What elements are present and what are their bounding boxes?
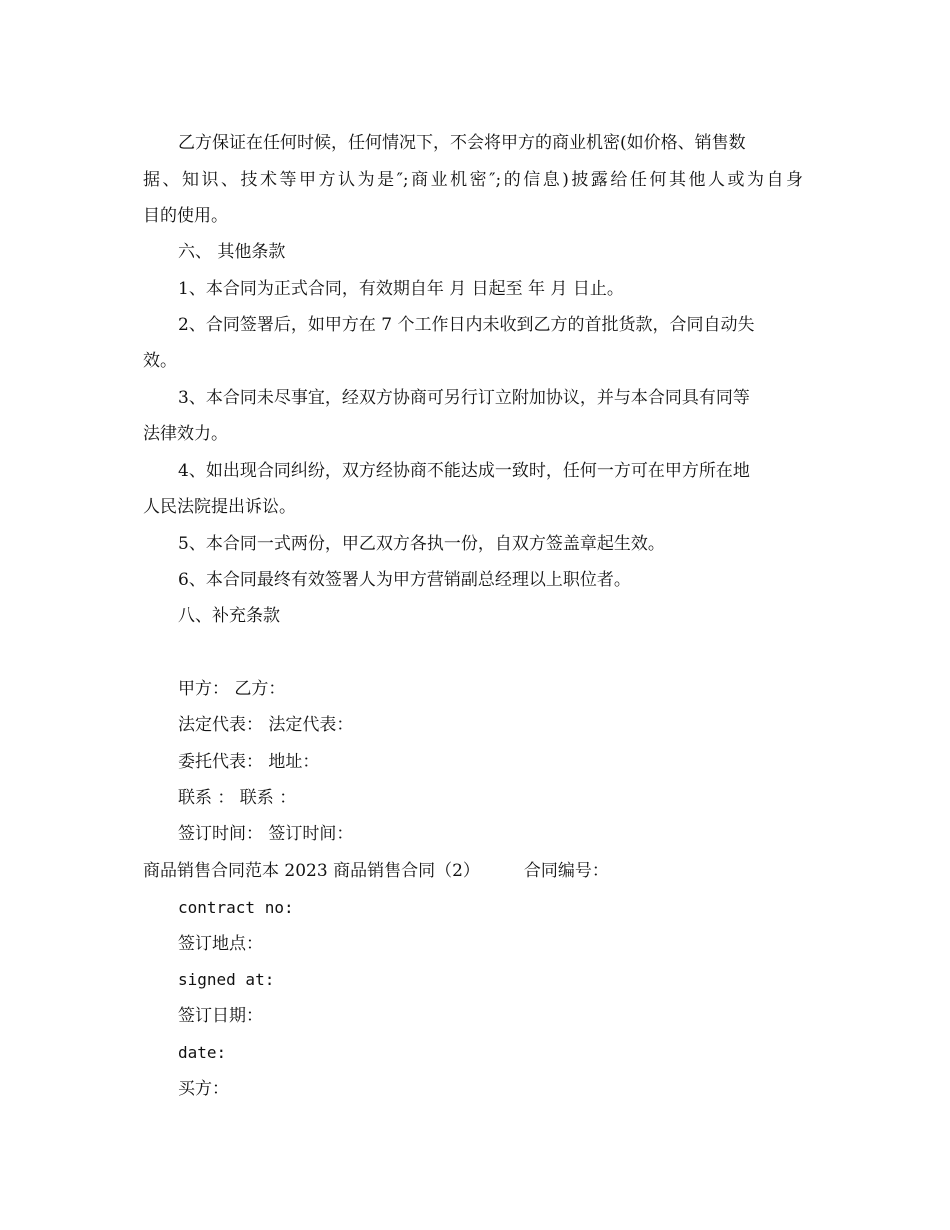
clause-3-continuation: 法律效力。 [143, 424, 228, 444]
clause-5: 5、本合同一式两份，甲乙双方各执一份，自双方签盖章起生效。 [178, 534, 665, 554]
body-paragraph-line: 乙方保证在任何时候，任何情况下，不会将甲方的商业机密(如价格、销售数 [178, 133, 746, 153]
body-paragraph-line: 据、知识、技术等甲方认为是″;商业机密″;的信息)披露给任何其他人或为自身 [143, 170, 803, 190]
buyer-label: 买方： [178, 1079, 229, 1099]
clause-3: 3、本合同未尽事宜，经双方协商可另行订立附加协议，并与本合同具有同等 [178, 388, 750, 408]
body-paragraph-line: 目的使用。 [143, 206, 228, 226]
clause-4: 4、如出现合同纠纷，双方经协商不能达成一致时，任何一方可在甲方所在地 [178, 461, 750, 481]
party-line: 甲方： 乙方： [178, 679, 286, 699]
clause-2: 2、合同签署后，如甲方在 7 个工作日内未收到乙方的首批货款，合同自动失 [178, 315, 755, 335]
sign-place-label: 签订地点： [178, 934, 263, 954]
contact-line: 联系 ： 联系 ： [178, 788, 297, 808]
clause-4-continuation: 人民法院提出诉讼。 [143, 497, 296, 517]
agent-address-line: 委托代表： 地址： [178, 752, 320, 772]
second-contract-title: 商品销售合同范本 2023 商品销售合同（2） [143, 861, 480, 881]
clause-1: 1、本合同为正式合同，有效期自年 月 日起至 年 月 日止。 [178, 279, 624, 299]
date-label: date: [178, 1043, 227, 1062]
signed-at-label: signed at: [178, 970, 275, 989]
supplementary-heading: 八、补充条款 [178, 606, 280, 626]
sign-date-label: 签订日期： [178, 1006, 263, 1026]
legal-rep-line: 法定代表： 法定代表： [178, 715, 354, 735]
second-contract-title-row [143, 861, 609, 881]
clause-6: 6、本合同最终有效签署人为甲方营销副总经理以上职位者。 [178, 570, 631, 590]
contract-no-label: contract no: [178, 898, 294, 917]
contract-number-label: 合同编号： [523, 861, 609, 881]
clause-2-continuation: 效。 [143, 351, 177, 371]
sign-date-line: 签订时间： 签订时间： [178, 824, 354, 844]
section-heading: 六、 其他条款 [178, 242, 286, 262]
